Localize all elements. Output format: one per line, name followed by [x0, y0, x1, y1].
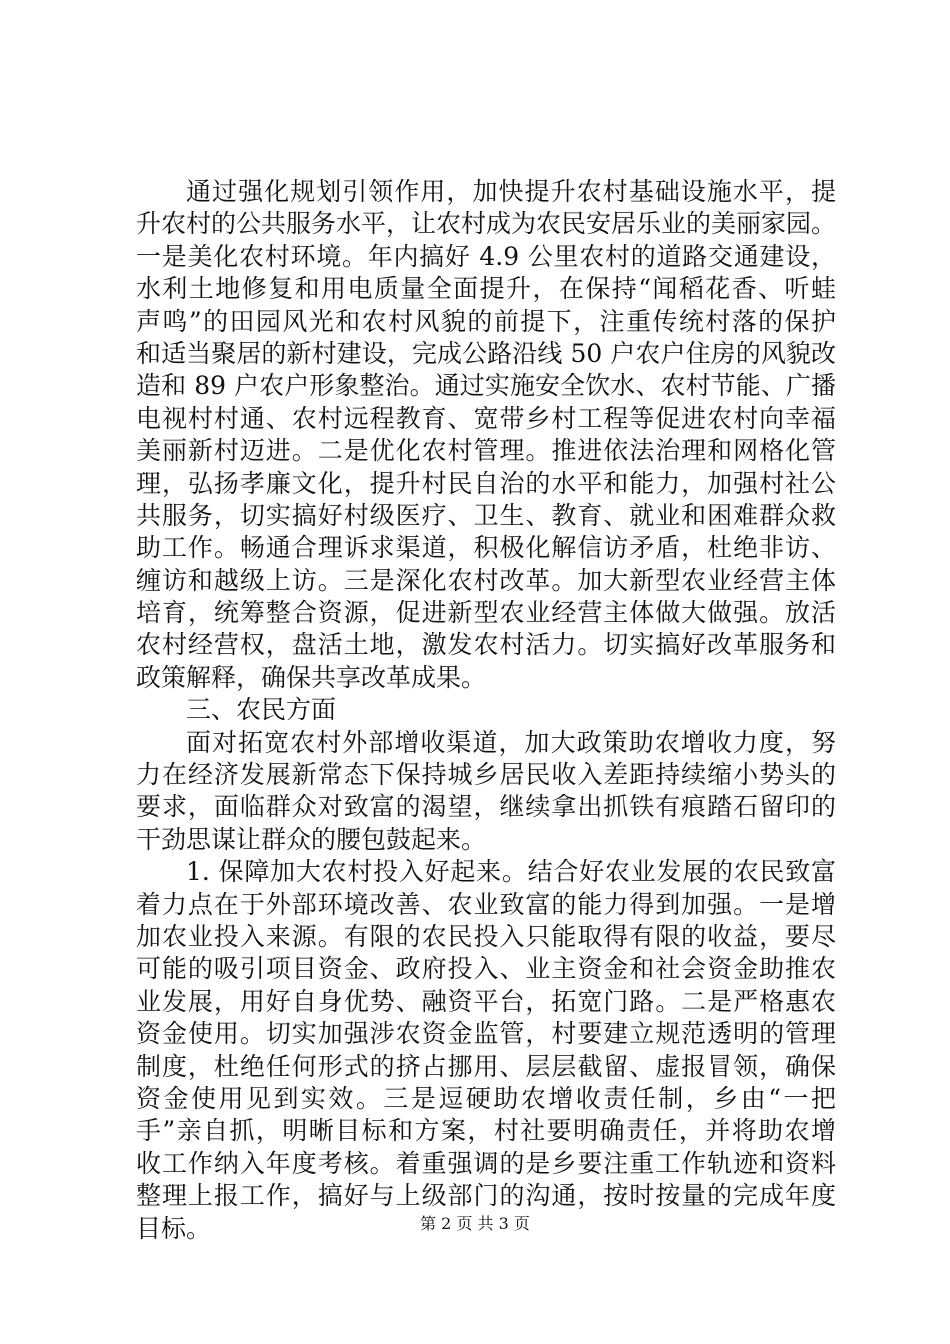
- text-line: 水利土地修复和用电质量全面提升，在保持“闻稻花香、听蛙: [136, 274, 836, 304]
- text-line: 电视村村通、农村远程教育、宽带乡村工程等促进农村向幸福: [136, 403, 836, 433]
- text-line: 制度，杜绝任何形式的挤占挪用、层层截留、虚报冒领，确保: [136, 1051, 836, 1081]
- text-line: 农村经营权，盘活土地，激发农村活力。切实搞好改革服务和: [136, 630, 836, 660]
- text-line: 和适当聚居的新村建设，完成公路沿线 50 户农户住房的风貌改: [136, 338, 836, 368]
- text-line: 手”亲自抓，明晰目标和方案，村社要明确责任，并将助农增: [136, 1116, 836, 1146]
- text-line: 助工作。畅通合理诉求渠道，积极化解信访矛盾，杜绝非访、: [136, 533, 836, 563]
- text-line: 可能的吸引项目资金、政府投入、业主资金和社会资金助推农: [136, 954, 836, 984]
- text-line: 缠访和越级上访。三是深化农村改革。加大新型农业经营主体: [136, 565, 836, 595]
- text-line: 着力点在于外部环境改善、农业致富的能力得到加强。一是增: [136, 889, 836, 919]
- text-line: 共服务，切实搞好村级医疗、卫生、教育、就业和困难群众救: [136, 500, 836, 530]
- text-line: 收工作纳入年度考核。着重强调的是乡要注重工作轨迹和资料: [136, 1148, 836, 1178]
- page-footer: 第 2 页 共 3 页: [420, 1214, 530, 1233]
- text-line: 造和 89 户农户形象整治。通过实施安全饮水、农村节能、广播: [136, 371, 836, 401]
- text-line: 美丽新村迈进。二是优化农村管理。推进依法治理和网格化管: [136, 436, 836, 466]
- text-line: 升农村的公共服务水平，让农村成为农民安居乐业的美丽家园。: [136, 209, 837, 239]
- text-line: 培育，统筹整合资源，促进新型农业经营主体做大做强。放活: [136, 598, 836, 628]
- text-line: 通过强化规划引领作用，加快提升农村基础设施水平，提: [186, 177, 836, 206]
- text-line: 要求，面临群众对致富的渴望，继续拿出抓铁有痕踏石留印的: [136, 792, 836, 822]
- text-line: 加农业投入来源。有限的农民投入只能取得有限的收益，要尽: [136, 921, 836, 951]
- text-line: 面对拓宽农村外部增收渠道，加大政策助农增收力度，努: [186, 727, 836, 757]
- text-line: 理，弘扬孝廉文化，提升村民自治的水平和能力，加强村社公: [136, 468, 836, 498]
- document-body: [136, 176, 836, 1245]
- text-line: 声鸣”的田园风光和农村风貌的前提下，注重传统村落的保护: [136, 306, 836, 336]
- text-line: 资金使用见到实效。三是逗硬助农增收责任制，乡由“一把: [136, 1083, 836, 1113]
- text-line: 目标。: [136, 1213, 212, 1243]
- text-line: 业发展，用好自身优势、融资平台，拓宽门路。二是严格惠农: [136, 986, 836, 1016]
- text-line: 政策解释，确保共享改革成果。: [136, 662, 487, 692]
- text-line: 1. 保障加大农村投入好起来。结合好农业发展的农民致富: [186, 857, 836, 887]
- text-line: 资金使用。切实加强涉农资金监管，村要建立规范透明的管理: [136, 1019, 836, 1049]
- text-line: 一是美化农村环境。年内搞好 4.9 公里农村的道路交通建设，: [136, 241, 836, 271]
- text-line: 三、农民方面: [186, 695, 337, 725]
- text-line: 干劲思谋让群众的腰包鼓起来。: [136, 824, 487, 854]
- text-line: 力在经济发展新常态下保持城乡居民收入差距持续缩小势头的: [136, 760, 836, 790]
- text-line: 整理上报工作，搞好与上级部门的沟通，按时按量的完成年度: [136, 1181, 836, 1211]
